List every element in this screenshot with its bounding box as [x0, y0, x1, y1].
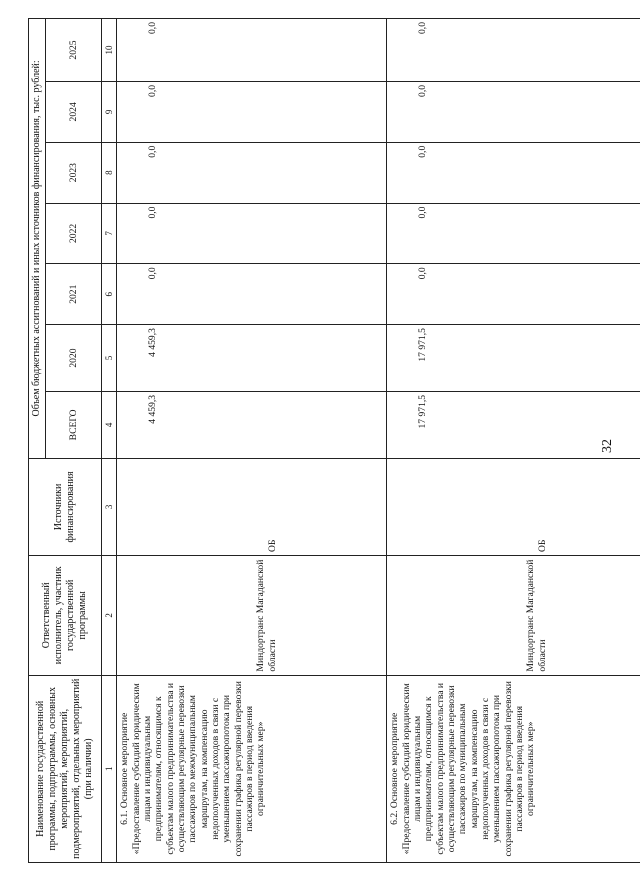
header-col-source: Источники финансирования [29, 458, 102, 555]
column-number: 10 [101, 19, 117, 82]
row-2020: 4 459,3 [117, 325, 387, 392]
row-name: 6.1. Основное мероприятие «Предоставление субсидий юридическим лицам и индивидуальным предпринимателям, относящимся к субъектам малого предпринимательства и осуществляющим регулярные перевозки пассажиров по межмуниципальным маршрутам, на компенсацию недополученных доходов в связи с уменьшением пассажиропотока при сохранении графика регулярной перевозки пассажиров в период введения ограничительных мер» [117, 675, 387, 862]
column-number: 3 [101, 458, 117, 555]
column-number: 9 [101, 81, 117, 142]
row-source: ОБ [387, 458, 640, 555]
page-number: 32 [600, 439, 615, 453]
row-2022: 0,0 [387, 203, 640, 264]
row-2022: 0,0 [117, 203, 387, 264]
row-2025: 0,0 [387, 19, 640, 82]
header-col-name: Наименование государственной программы, подпрограммы, основных мероприятий, мероприятий, подмероприятий, отдельных мероприятий (при наличии) [29, 675, 102, 862]
column-number-row [101, 19, 117, 863]
row-executor: Миндортранс Магаданской области [387, 556, 640, 676]
column-number: 8 [101, 142, 117, 203]
row-source: ОБ [117, 458, 387, 555]
table-row [117, 19, 387, 863]
row-2021: 0,0 [387, 264, 640, 325]
column-number: 6 [101, 264, 117, 325]
header-year-2020: 2020 [45, 325, 101, 392]
header-col-executor: Ответственный исполнитель, участник государственной программы [29, 556, 102, 676]
header-year-total: ВСЕГО [45, 391, 101, 458]
row-name: 6.2. Основное мероприятие «Предоставление субсидий юридическим лицам и индивидуальным предпринимателям, относящимся к субъектам малого предпринимательства и осуществляющим регулярные перевозки пассажиров по муниципальным маршрутам, на компенсацию недополученных доходов в связи с уменьшением пассажиропотока при сохранении графика регулярной перевозки пассажиров в период введения ограничительных мер» [387, 675, 640, 862]
header-year-2025: 2025 [45, 19, 101, 82]
row-2021: 0,0 [117, 264, 387, 325]
column-number: 2 [101, 556, 117, 676]
column-number: 1 [101, 675, 117, 862]
row-2024: 0,0 [117, 81, 387, 142]
table-row [387, 19, 640, 863]
header-year-2024: 2024 [45, 81, 101, 142]
row-2020: 17 971,5 [387, 325, 640, 392]
row-2024: 0,0 [387, 81, 640, 142]
row-2023: 0,0 [117, 142, 387, 203]
header-year-2023: 2023 [45, 142, 101, 203]
header-volume: Объем бюджетных ассигнований и иных источников финансирования, тыс. рублей: [29, 19, 46, 459]
header-year-2022: 2022 [45, 203, 101, 264]
column-number: 7 [101, 203, 117, 264]
row-total: 17 971,5 [387, 391, 640, 458]
financing-table [28, 18, 640, 863]
row-2023: 0,0 [387, 142, 640, 203]
row-executor: Миндортранс Магаданской области [117, 556, 387, 676]
column-number: 4 [101, 391, 117, 458]
header-row-1 [29, 19, 46, 863]
row-2025: 0,0 [117, 19, 387, 82]
column-number: 5 [101, 325, 117, 392]
row-total: 4 459,3 [117, 391, 387, 458]
header-year-2021: 2021 [45, 264, 101, 325]
